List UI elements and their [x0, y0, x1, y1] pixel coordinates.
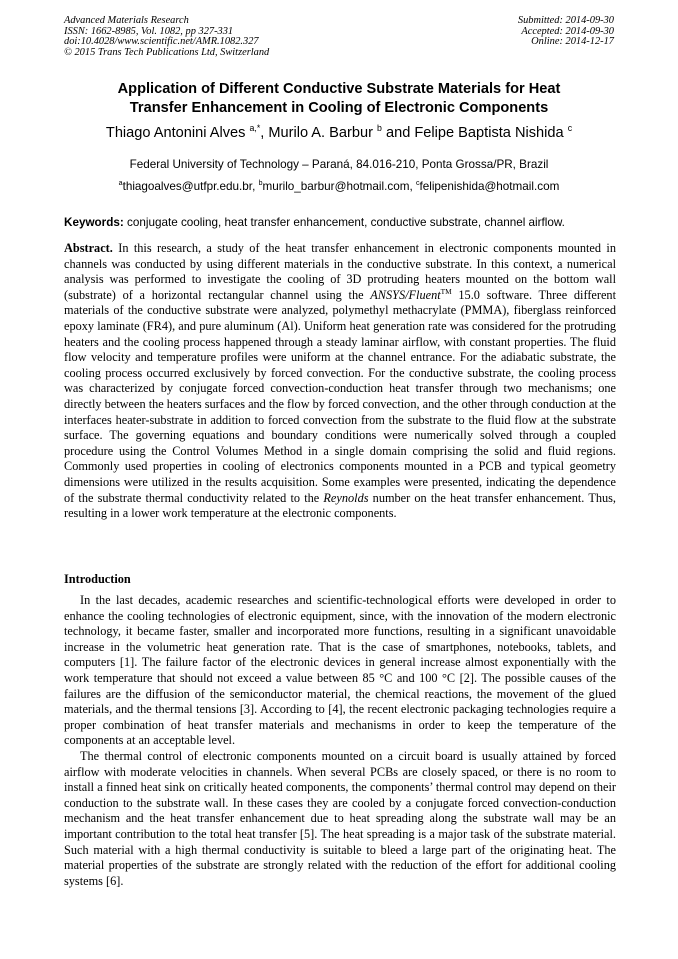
software-name: ANSYS/Fluent — [370, 287, 441, 302]
keywords-text: conjugate cooling, heat transfer enhancement, conductive substrate, channel airflow. — [127, 216, 565, 229]
doi-line: doi:10.4028/www.scientific.net/AMR.1082.327 — [64, 36, 259, 48]
author-name: Felipe Baptista Nishida — [414, 125, 564, 141]
author-sup: c — [567, 123, 573, 134]
paper-title — [40, 80, 638, 118]
journal-info — [64, 16, 269, 58]
copyright-line: © 2015 Trans Tech Publications Ltd, Switzerland — [64, 46, 270, 58]
author-name: Thiago Antonini Alves — [105, 125, 246, 141]
abstract-label: Abstract. — [64, 241, 113, 255]
author-list: Thiago Antonini Alves $^{a,*}$, Murilo A. Barbur $^b$ and Felipe Baptista Nishida $^c$ — [105, 123, 573, 141]
online-date: Online: 2014-12-17 — [531, 36, 614, 48]
email-link[interactable]: murilo_barbur@hotmail.com — [262, 180, 410, 193]
abstract: Abstract. In this research, a study of the heat transfer enhancement in electronic components mounted in channels was conducted by using different materials in the conductive substrate. In this context, a numerical analysis was performed to investigate the cooling of 3D protruding heaters mounted on the bottom wall (substrate) of a horizontal rectangular channel using the ANSYS/Fluent™ 15.0 software. Three different materials of the conductive substrate were analyzed, polymethyl methacrylate (PMMA), fiberglass reinforced epoxy laminate (FR4), and pure aluminum (Al). Uniform heat generation rate was considered for the protruding heaters and the cooling process happened through a steady laminar airflow, with constant properties. The fluid flow velocity and temperature profiles were uniform at the channel entrance. For the adiabatic substrate, the cooling process occurred exclusively by forced convection. For the conductive substrate, the cooling process was characterized by conjugate forced convection-conduction heat transfer through two mechanisms; one directly between the heaters surfaces and the flow by forced convection, and the other through conduction at the interfaces heater-substrate in addition to forced convection from the substrate to the fluid flow at the substrate surface. The governing equations and boundary conditions were numerically solved through a coupled procedure using the Control Volumes Method in a single domain comprising the solid and fluid regions. Commonly used properties in cooling of electronics components mounted in a PCB and typical geometry dimensions were utilized in the results acquisition. Some examples were presented, indicating the dependence of the substrate thermal conductivity related to the Reynolds number on the heat transfer enhancement. Thus, resulting in a lower work temperature at the electronic components. — [64, 241, 616, 521]
affiliation: Federal University of Technology – Paraná, 84.016-210, Ponta Grossa/PR, Brazil — [129, 158, 549, 171]
journal-name: Advanced Materials Research — [64, 15, 189, 26]
reynolds-term: Reynolds — [323, 490, 369, 505]
paragraph: In the last decades, academic researches and scientific-technological efforts were developed in order to enhance the cooling technologies of electronic equipment, since, with the innovation of the modern electronic technology, it became faster, smaller and incorporated more functions, resulting in a significant unavoidable increase in the volumetric heat generation rate. That is the case of smartphones, notebooks, tablets, and computers [1]. The failure factor of the electronic devices in general increase almost exponentially with the work temperature that should not exceed a value between 85 °C and 100 °C [2]. The possible causes of the failures are the diffusion of the semiconductor material, the chemical reactions, the movement of the glued materials, and the thermal tensions [3]. According to [4], the recent electronic packaging technologies require a proper combination of heat transfer materials and mechanisms in order to keep the temperature of the components at an acceptable level. — [64, 593, 616, 748]
email-list: $^a$thiagoalves@utfpr.edu.br, $^b$murilo_barbur@hotmail.com, $^c$felipenishida@hotmail.com — [118, 180, 560, 193]
keywords-label: Keywords: — [64, 216, 124, 229]
issn-line: ISSN: 1662-8985, Vol. 1082, pp 327-331 — [64, 25, 234, 37]
email-link[interactable]: felipenishida@hotmail.com — [419, 180, 560, 193]
title-line-2: Transfer Enhancement in Cooling of Electronic Components — [129, 100, 549, 116]
email-link[interactable]: thiagoalves@utfpr.edu.br — [122, 180, 253, 193]
author-sup: b — [377, 123, 382, 134]
title-line-1: Application of Different Conductive Substrate Materials for Heat — [117, 81, 561, 97]
author-sup: a,* — [249, 123, 261, 134]
section-heading-introduction: Introduction — [64, 572, 131, 586]
keywords — [64, 216, 616, 230]
introduction-body — [64, 593, 616, 889]
paragraph: The thermal control of electronic components mounted on a circuit board is usually attained by forced airflow with moderate velocities in channels. When several PCBs are closely spaced, or there is no room to install a finned heat sink on critically heated components, the components’ thermal control may depend on their conduction to the substrate wall. In these cases they are cooled by a conjugate forced convection-conduction mechanism and the heat transfer enhancement due to heat spreading along the substrate wall may be an important contribution to the total heat transfer [5]. The heat spreading is a major task of the substrate material. Such material with a high thermal conductivity is suitable to bleed a large part of the originating heat. The material properties of the substrate are strongly related with the reduction of the effort for additional cooling systems [6]. — [64, 748, 616, 888]
author-name: Murilo A. Barbur — [268, 125, 373, 141]
accepted-date: Accepted: 2014-09-30 — [521, 25, 614, 37]
dates-info — [518, 16, 614, 48]
submitted-date: Submitted: 2014-09-30 — [517, 15, 614, 26]
